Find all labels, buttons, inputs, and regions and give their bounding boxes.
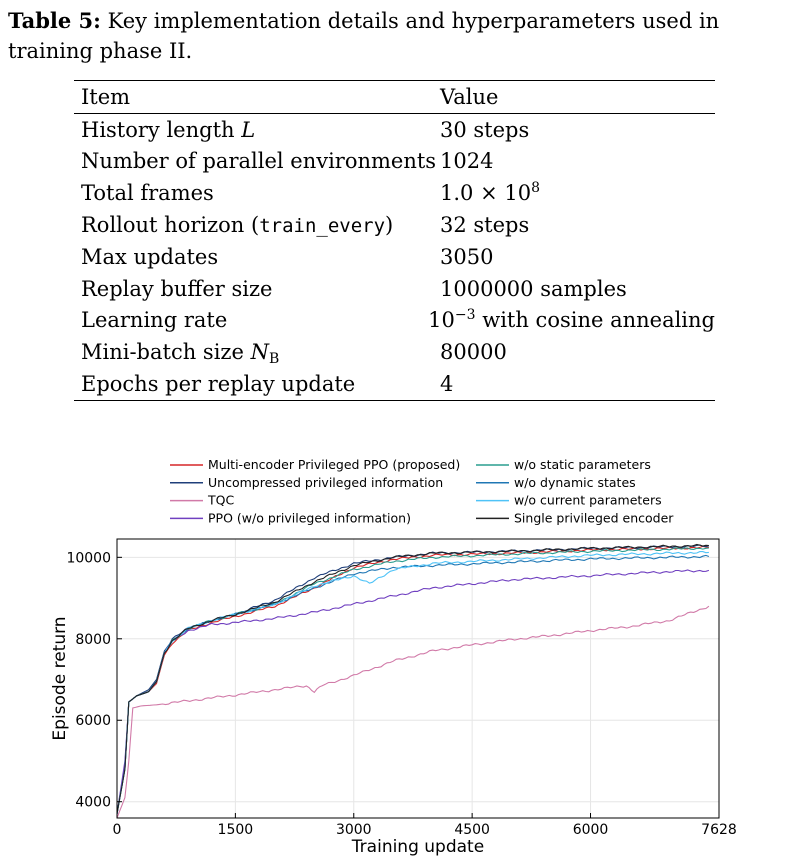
row-item: History length L: [81, 117, 256, 142]
table-row: [74, 177, 715, 209]
row-value: 1024: [440, 149, 494, 174]
y-axis-label: Episode return: [50, 616, 70, 741]
plot-frame: [117, 539, 719, 818]
header-value: Value: [440, 84, 499, 109]
x-tick-label: 3000: [335, 822, 372, 838]
table-row: [74, 209, 715, 241]
legend-label: TQC: [208, 492, 235, 508]
table-row: [74, 273, 715, 305]
row-value: 1000000 samples: [440, 276, 627, 301]
legend-label: Uncompressed privileged information: [208, 474, 444, 490]
y-tick-label: 6000: [75, 713, 111, 730]
x-axis-label: Training update: [351, 837, 485, 857]
legend-label: w/o static parameters: [514, 457, 651, 472]
row-value: 4: [440, 372, 454, 397]
legend-label: PPO (w/o privileged information): [208, 510, 411, 526]
caption-label: Table 5:: [8, 8, 101, 33]
series-line: [117, 570, 709, 814]
table-bottom-rule: [74, 400, 715, 401]
x-tick-label: 4500: [454, 822, 490, 838]
hyperparameter-table: [74, 80, 715, 401]
x-tick-label: 6000: [572, 822, 609, 838]
row-value: 3050: [440, 244, 494, 269]
row-item: Rollout horizon (train_every): [81, 213, 394, 238]
chart-series-lines: [117, 545, 709, 819]
series-line: [117, 606, 709, 818]
row-item: Learning rate: [81, 308, 228, 333]
table-row: [74, 368, 715, 400]
row-item: Number of parallel environments: [81, 149, 437, 174]
table-row: [74, 114, 715, 146]
row-item: Max updates: [81, 244, 219, 269]
chart-ticks: [66, 550, 736, 838]
y-tick-label: 8000: [75, 631, 111, 648]
episode-return-chart: [0, 440, 788, 862]
legend-label: Single privileged encoder: [514, 510, 674, 526]
x-tick-label: 7628: [701, 822, 737, 838]
legend-label: Multi-encoder Privileged PPO (proposed): [208, 457, 461, 472]
header-item: Item: [81, 84, 131, 109]
x-tick-label: 0: [112, 822, 122, 838]
legend-label: w/o dynamic states: [514, 474, 636, 490]
y-tick-label: 4000: [75, 794, 111, 811]
legend-label: w/o current parameters: [514, 492, 662, 508]
row-value: $10^{-3}$ with cosine annealing: [428, 307, 715, 333]
series-line: [117, 548, 709, 814]
y-tick-label: 10000: [66, 550, 111, 567]
row-item: Epochs per replay update: [81, 372, 356, 397]
row-item: Replay buffer size: [81, 276, 273, 301]
row-value: 80000: [440, 340, 507, 365]
x-tick-label: 1500: [217, 822, 254, 838]
row-value: 32 steps: [440, 213, 530, 238]
row-item: Mini-batch size $N_B$: [81, 340, 280, 368]
series-line: [117, 546, 709, 814]
row-value: $1.0 \times 10^8$: [440, 180, 540, 206]
chart-legend: [170, 457, 674, 525]
series-line: [117, 545, 709, 814]
row-value: 30 steps: [440, 117, 530, 142]
caption-text: Key implementation details and hyperparameters used in training phase II.: [8, 9, 720, 63]
table-caption: [8, 6, 786, 66]
table-row: [74, 241, 715, 273]
row-item: Total frames: [81, 181, 214, 206]
table-header-row: [74, 81, 715, 113]
series-line: [117, 555, 709, 814]
series-line: [117, 545, 709, 814]
table-row: [74, 146, 715, 178]
chart-grid: [117, 539, 719, 818]
table-row: [74, 336, 715, 368]
series-line: [117, 552, 709, 814]
table-row: [74, 305, 715, 337]
